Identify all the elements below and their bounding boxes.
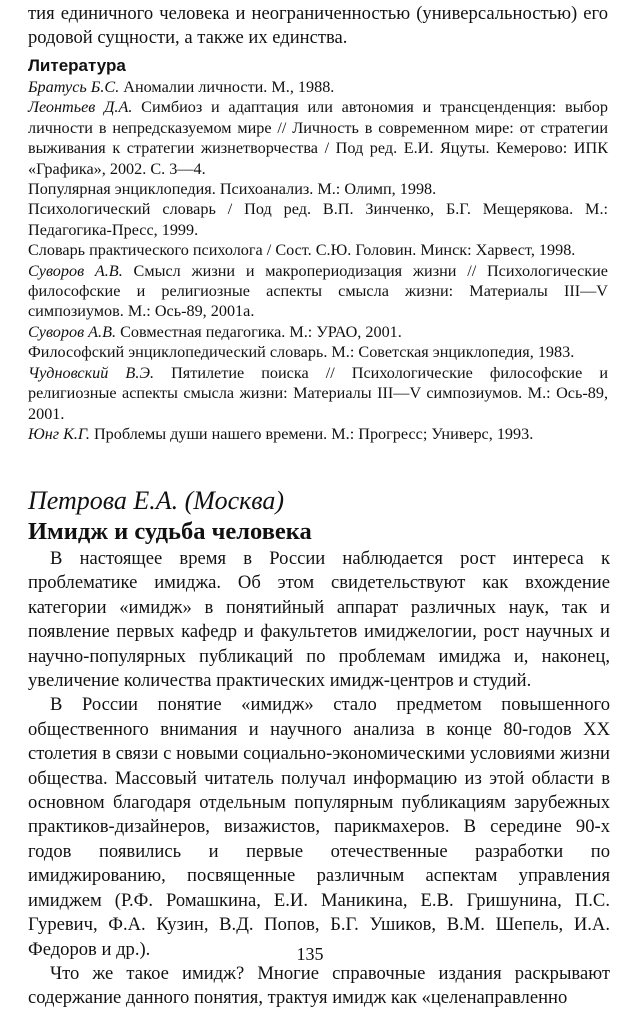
article-body: [28, 547, 610, 1011]
reference-item: [28, 322, 608, 342]
reference-text: Проблемы души нашего времени. М.: Прогресс; Универс, 1993.: [89, 424, 534, 443]
reference-item: [28, 97, 608, 179]
reference-author: Братусь Б.С.: [28, 78, 120, 96]
reference-text: Аномалии личности. М., 1988.: [119, 78, 335, 96]
reference-list: [28, 77, 608, 444]
intro-text: тия единичного человека и неограниченностью (универсальностью) его родовой сущности, а также их единства.: [28, 3, 608, 48]
reference-item: [28, 261, 608, 322]
reference-text: Психологический словарь / Под ред. В.П. Зинченко, Б.Г. Мещерякова. М.: Педагогика-Пресс, 1999.: [28, 200, 608, 239]
article-title: Имидж и судьба человека: [28, 518, 312, 545]
reference-author: Юнг К.Г.: [28, 424, 90, 443]
reference-text: Смысл жизни и макропериодизация жизни // Психологические философские и религиозные аспекты смысла жизни: Материалы III—V симпозиумов. М.: Ось-89, 2001а.: [28, 261, 608, 321]
reference-text: Симбиоз и адаптация или автономия и трансценденция: выбор личности в непредсказуемом мире // Личность в современном мире: от стратегии выживания к стратегии жизнетворчества / Под ред. Е.И. Яцуты. Кемерово: ИПК «Графика», 2002. С. 3—4.: [28, 98, 608, 178]
reference-item: [28, 179, 608, 199]
reference-author: Суворов А.В.: [28, 322, 117, 341]
reference-item: [28, 240, 608, 260]
intro-paragraph: [28, 2, 608, 50]
body-paragraph: В настоящее время в России наблюдается рост интереса к проблематике имиджа. Об этом свидетельствуют как вхождение категории «имидж» в понятийный аппарат различных наук, так и появление первых кафедр и факультетов имиджелогии, рост научных и научно-популярных публикаций по проблемам имиджа и, наконец, увеличение количества практических имидж-центров и студий.: [28, 548, 610, 692]
reference-text: Совместная педагогика. М.: УРАО, 2001.: [116, 322, 402, 341]
body-paragraph: В России понятие «имидж» стало предметом повышенного общественного внимания и научного анализа в конце 80-годов XX столетия в связи с новыми социально-экономическими условиями жизни общества. Массовый читатель получал информацию из этой области в основном благодаря отдельным популярным публикациям зарубежных практиков-дизайнеров, визажистов, парикмахеров. В середине 90-х годов появились и первые отечественные разработки по имиджированию, посвященные различным аспектам управления имиджем (Р.Ф. Ромашкина, Е.И. Маникина, Е.В. Гришунина, П.С. Гуревич, Ф.А. Кузин, В.Д. Попов, Б.Г. Ушиков, В.М. Шепель, И.А. Федоров и др.).: [28, 694, 610, 960]
body-paragraph: Что же такое имидж? Многие справочные издания раскрывают содержание данного понятия, трактуя имидж как «целенаправленно: [28, 962, 610, 1009]
reference-text: Пятилетие поиска // Психологические философские и религиозные аспекты смысла жизни: Материалы III—V симпозиумов. М.: Ось-89, 2001.: [28, 363, 608, 423]
reference-text: Философский энциклопедический словарь. М.: Советская энциклопедия, 1983.: [28, 343, 575, 362]
reference-text: Словарь практического психолога / Сост. С.Ю. Головин. Минск: Харвест, 1998.: [28, 241, 576, 260]
reference-item: [28, 199, 608, 240]
reference-item: [28, 424, 608, 444]
reference-author: Леонтьев Д.А.: [28, 98, 133, 117]
reference-item: [28, 363, 608, 424]
reference-item: [28, 77, 608, 97]
reference-author: Чудновский В.Э.: [28, 363, 155, 382]
literature-heading: Литература: [28, 56, 126, 75]
page-number: 135: [296, 944, 324, 964]
reference-item: [28, 342, 608, 362]
reference-author: Суворов А.В.: [28, 261, 123, 280]
article-author: Петрова Е.А. (Москва): [28, 486, 285, 515]
reference-text: Популярная энциклопедия. Психоанализ. М.: Олимп, 1998.: [28, 180, 437, 199]
